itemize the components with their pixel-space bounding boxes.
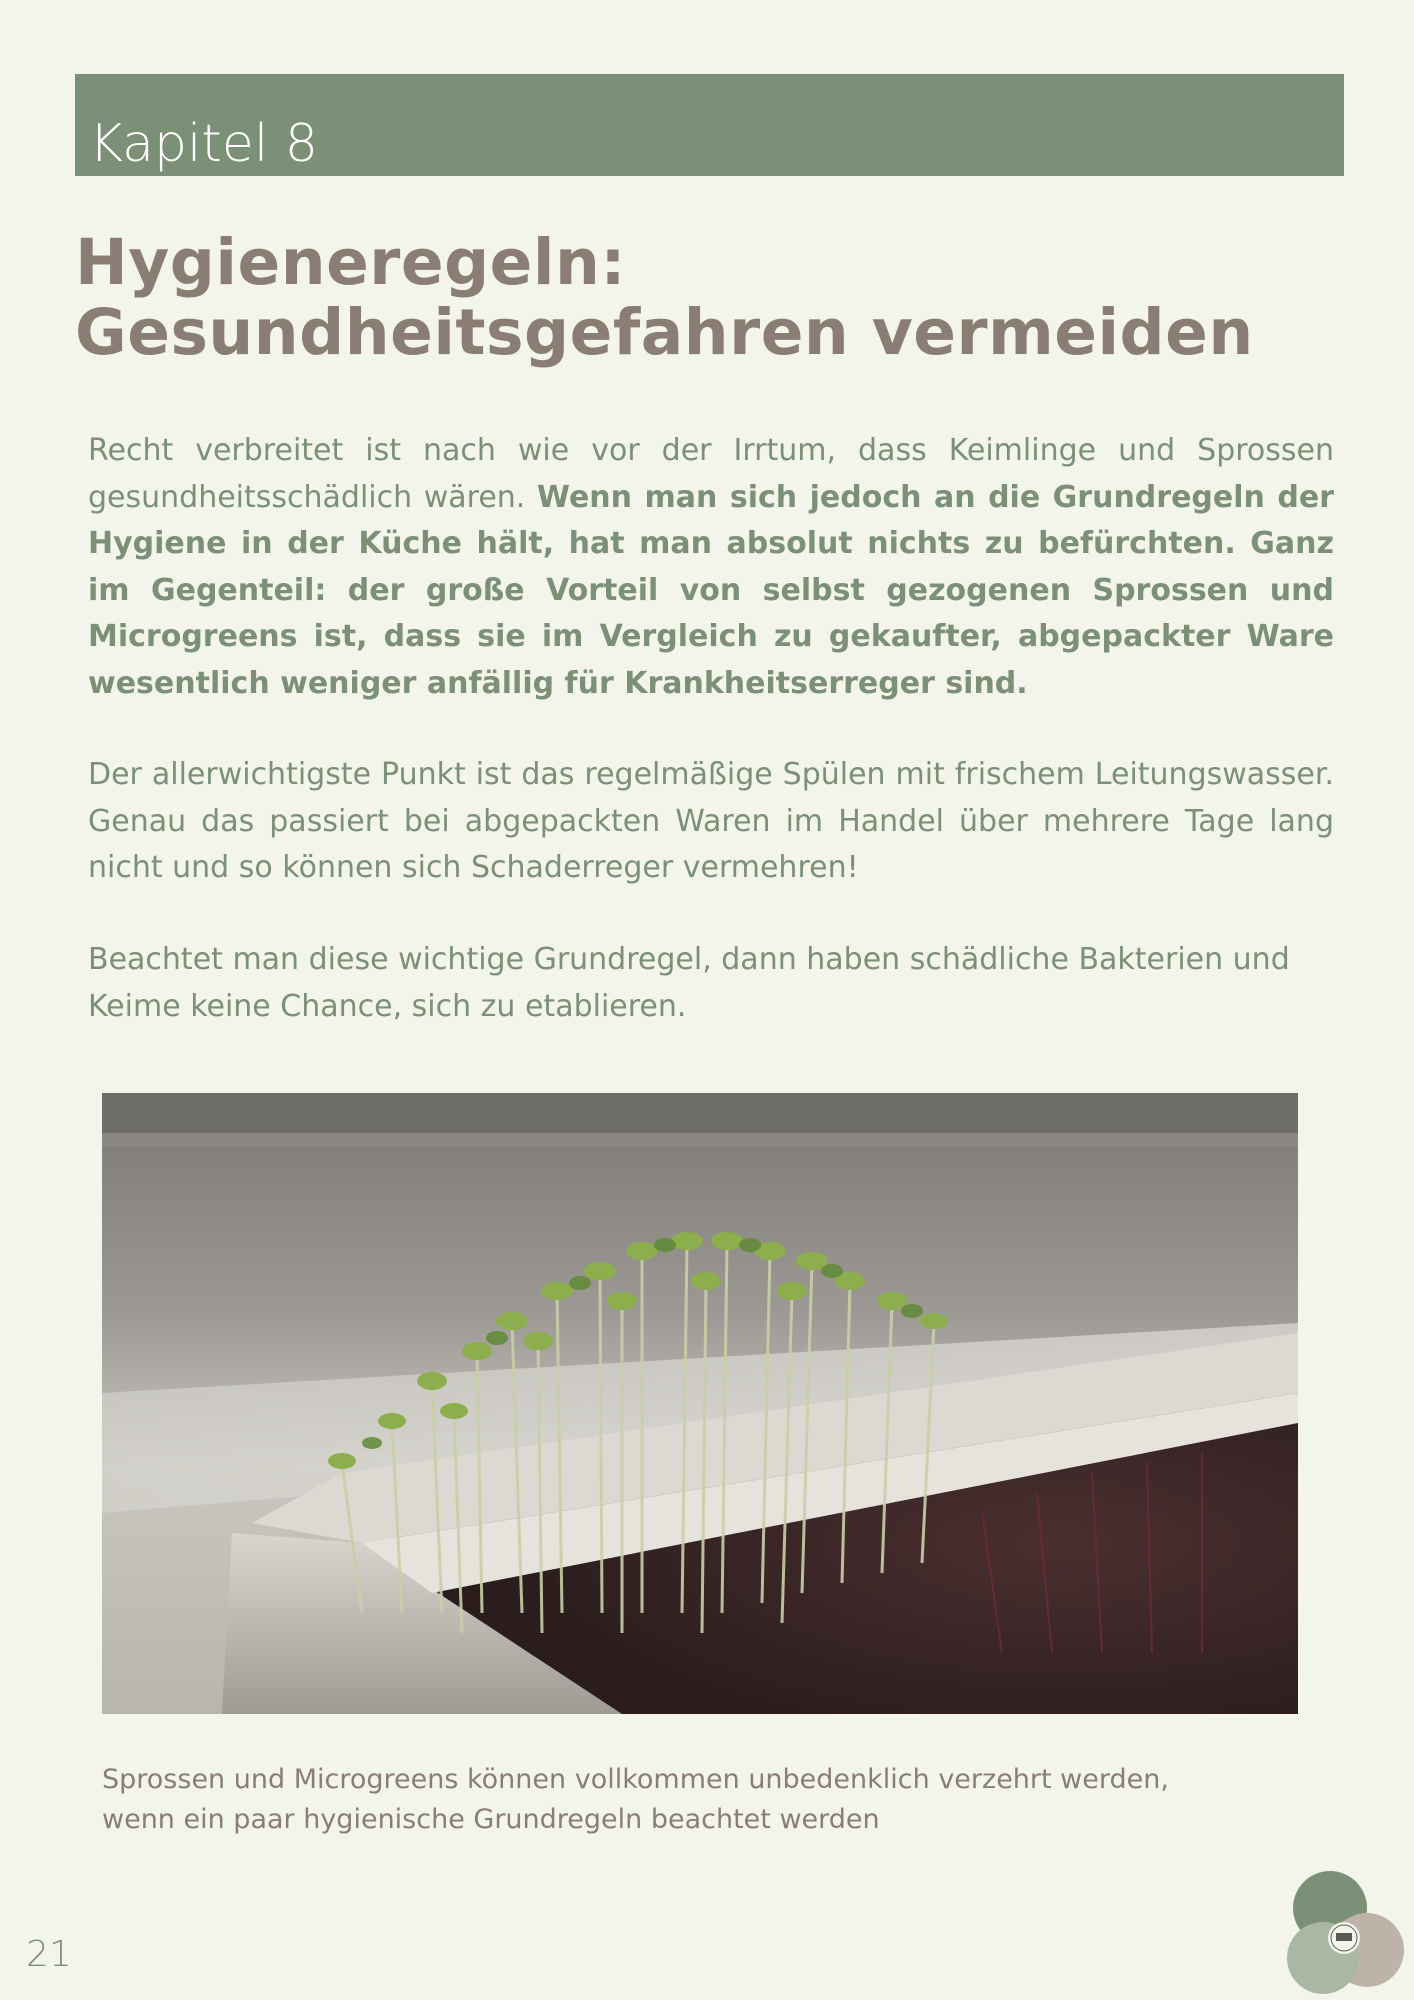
paragraph-rinsing: Der allerwichtigste Punkt ist das regelmäßige Spülen mit frischem Leitungswasser. Genau das passiert bei abgepackten Waren im Handel über mehrere Tage lang nicht und so können sich Schaderreger vermehren! [88, 757, 1334, 885]
caption-line-2: wenn ein paar hygienische Grundregeln beachtet werden [102, 1804, 880, 1835]
photo-caption [102, 1760, 1282, 1840]
chapter-label: Kapitel 8 [89, 114, 318, 174]
chapter-banner [75, 74, 1344, 176]
paragraph-intro-bold: Wenn man sich jedoch an die Grundregeln der Hygiene in der Küche hält, hat man absolut nichts zu befürchten. Ganz im Gegenteil: der große Vorteil von selbst gezogenen Sprossen und Microgreens ist, dass sie im Vergleich zu gekaufter, abgepackter Ware wesentlich weniger anfällig für Krankheitserreger sind. [88, 479, 1334, 701]
microgreens-photo [102, 1093, 1298, 1714]
brand-logo-icon [1285, 1870, 1405, 1995]
page-title: Hygieneregeln: Gesundheitsgefahren vermeiden [75, 226, 1254, 369]
caption-line-1: Sprossen und Microgreens können vollkommen unbedenklich verzehrt werden, [102, 1764, 1169, 1795]
paragraph-intro [88, 428, 1334, 707]
page-number: 21 [26, 1934, 72, 1975]
paragraph-conclusion: Beachtet man diese wichtige Grundregel, dann haben schädliche Bakterien und Keime keine Chance, sich zu etablieren. [88, 942, 1290, 1024]
paragraph-intro-regular: Recht verbreitet ist nach wie vor der Irrtum, dass Keimlinge und Sprossen gesundheitsschädlich wären. [88, 433, 1334, 515]
